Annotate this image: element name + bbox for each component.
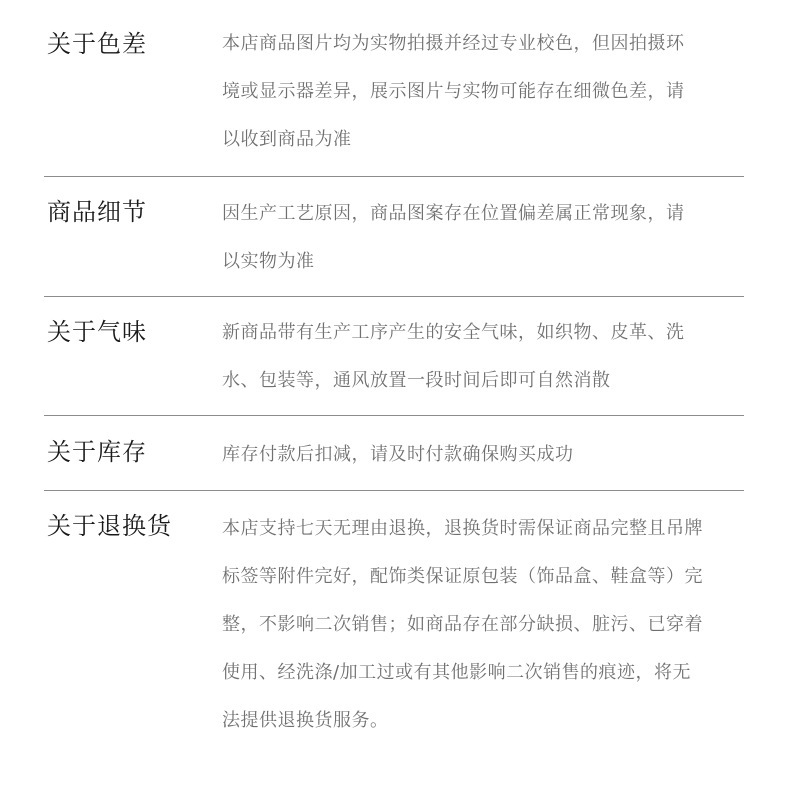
section-title: 关于库存 (47, 438, 147, 466)
text-line: 标签等附件完好，配饰类保证原包装（饰品盒、鞋盒等）完 (222, 566, 703, 587)
section-title: 商品细节 (47, 198, 147, 226)
section-text (222, 431, 744, 479)
text-line: 使用、经洗涤/加工过或有其他影响二次销售的痕迹，将无 (222, 662, 692, 683)
section-text (222, 20, 744, 164)
section-title: 关于退换货 (47, 512, 172, 540)
text-line: 新商品带有生产工序产生的安全气味，如织物、皮革、洗 (222, 322, 685, 343)
section-returns (44, 491, 744, 791)
text-line: 水、包装等，通风放置一段时间后即可自然消散 (222, 370, 611, 391)
text-line: 库存付款后扣减，请及时付款确保购买成功 (222, 444, 574, 465)
section-color-difference (44, 0, 744, 177)
text-line: 以实物为准 (222, 251, 315, 272)
text-line: 境或显示器差异，展示图片与实物可能存在细微色差，请 (222, 81, 685, 102)
text-line: 因生产工艺原因，商品图案存在位置偏差属正常现象，请 (222, 203, 685, 224)
text-line: 本店支持七天无理由退换，退换货时需保证商品完整且吊牌 (222, 518, 703, 539)
section-text (222, 309, 744, 405)
section-odor (44, 297, 744, 416)
section-text (222, 505, 744, 745)
notice-list (44, 0, 744, 791)
section-product-details (44, 177, 744, 297)
section-text (222, 190, 744, 286)
text-line: 以收到商品为准 (222, 129, 352, 150)
section-stock (44, 416, 744, 491)
section-title: 关于色差 (47, 30, 147, 58)
text-line: 整，不影响二次销售；如商品存在部分缺损、脏污、已穿着 (222, 614, 703, 635)
text-line: 法提供退换货服务。 (222, 710, 389, 731)
text-line: 本店商品图片均为实物拍摄并经过专业校色，但因拍摄环 (222, 33, 685, 54)
section-title: 关于气味 (47, 318, 147, 346)
